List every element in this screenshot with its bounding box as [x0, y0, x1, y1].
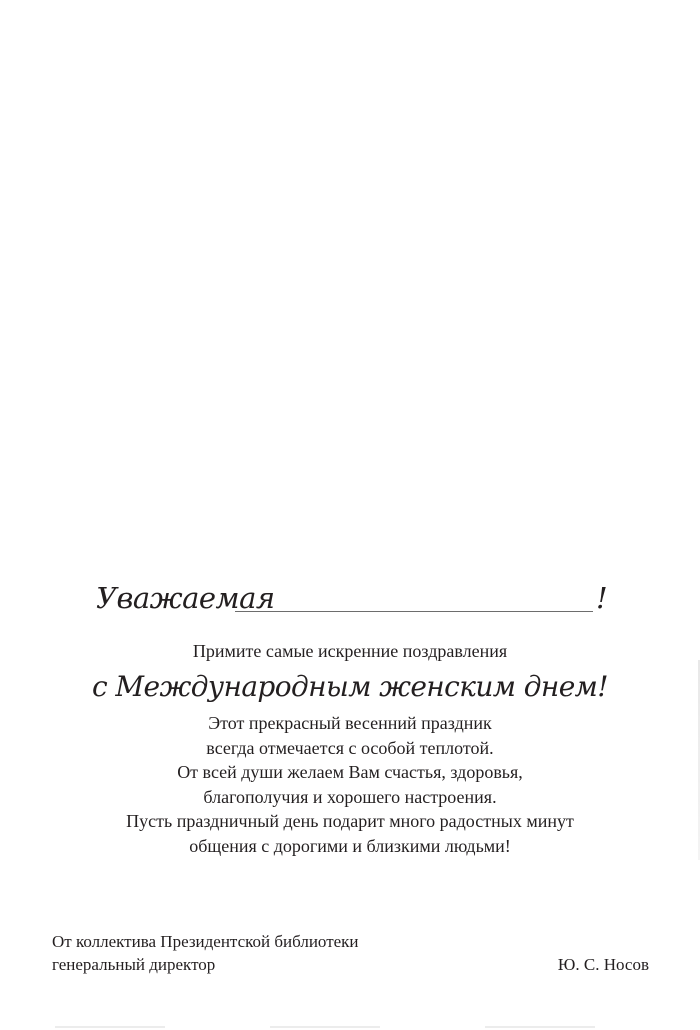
holiday-title: с Международным женским днем! [92, 670, 608, 703]
message-line: всегда отмечается с особой теплотой. [206, 737, 494, 758]
message-line: Этот прекрасный весенний праздник [208, 713, 492, 733]
organization-text: От коллектива Президентской библиотеки [52, 932, 359, 951]
salutation: Уважаемая [96, 581, 275, 615]
message-line: общения с дорогими и близкими людьми! [189, 835, 511, 856]
bottom-edge-mark [55, 1026, 165, 1028]
salutation-exclamation: ! [596, 581, 608, 615]
message-body [0, 711, 700, 859]
message-line: Пусть праздничный день подарит много радостных минут [126, 811, 574, 832]
name-blank-line [235, 611, 593, 612]
bottom-edge-mark [485, 1026, 595, 1028]
greeting-line [96, 578, 616, 618]
position-text: генеральный директор [52, 955, 216, 974]
bottom-edge-mark [270, 1026, 380, 1028]
message-line: благополучия и хорошего настроения. [203, 786, 497, 807]
message-line: От всей души желаем Вам счастья, здоровья, [177, 762, 523, 783]
signatory-name: Ю. С. Носов [557, 955, 649, 974]
intro-text: Примите самые искренние поздравления [192, 641, 508, 661]
